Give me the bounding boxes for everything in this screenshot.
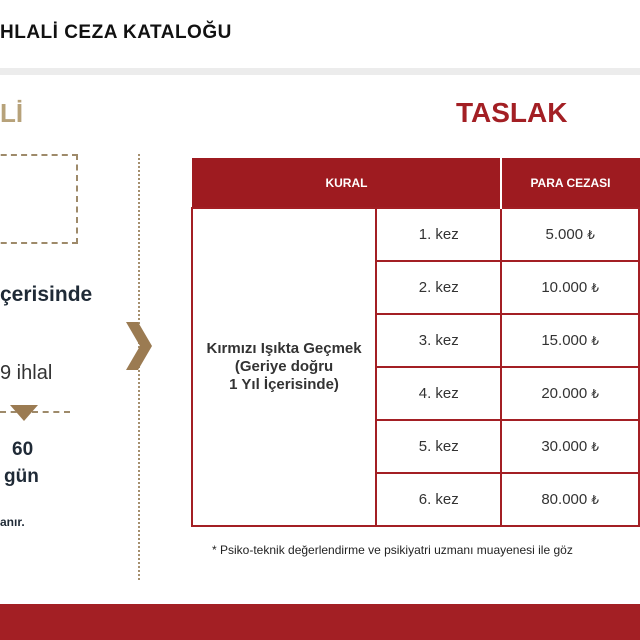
footnote: * Psiko-teknik değerlendirme ve psikiyatri uzmanı muayenesi ile göz [212,543,573,557]
header-divider [0,68,640,75]
lira-icon: ₺ [591,493,600,507]
count-cell: 5. kez [376,420,501,473]
left-panel-label: Lİ [0,98,24,128]
fine-table [191,158,640,527]
left-panel-heading: çerisinde [0,283,93,306]
bottom-band [0,604,640,640]
count-cell: 2. kez [376,261,501,314]
lira-icon: ₺ [591,281,600,295]
count-cell: 6. kez [376,473,501,526]
header-rule: KURAL [192,159,501,209]
left-panel-box [0,154,78,244]
fine-cell [501,208,639,261]
fine-amount: 20.000 [541,385,588,402]
rule-line: 1 Yıl İçerisinde) [229,376,339,393]
table-header-row [192,159,639,209]
rule-cell [192,208,376,526]
chevron-down-icon [10,405,38,421]
fine-amount: 80.000 [541,491,588,508]
fine-cell [501,367,639,420]
draft-title: TASLAK [456,97,568,128]
rule-line: (Geriye doğru [234,358,334,375]
rule-line: Kırmızı Işıkta Geçmek [206,340,362,357]
left-panel-days: gün [4,466,39,487]
fine-cell [501,420,639,473]
fine-amount: 10.000 [541,279,588,296]
lira-icon: ₺ [587,228,595,242]
left-panel-note: anır. [0,515,25,529]
left-panel-violation-text: 9 ihlal [0,362,53,384]
page-title: HLALİ CEZA KATALOĞU [0,22,232,43]
fine-cell [501,314,639,367]
lira-icon: ₺ [591,440,600,454]
chevron-right-icon [124,322,154,370]
left-panel-number: 60 [12,439,34,460]
fine-cell [501,261,639,314]
count-cell: 1. kez [376,208,501,261]
fine-cell [501,473,639,526]
lira-icon: ₺ [591,334,600,348]
fine-amount: 30.000 [541,438,588,455]
count-cell: 3. kez [376,314,501,367]
lira-icon: ₺ [591,387,600,401]
header-fine: PARA CEZASI [501,159,639,209]
fine-amount: 5.000 [545,226,584,243]
table-row [192,208,639,261]
count-cell: 4. kez [376,367,501,420]
fine-amount: 15.000 [541,332,588,349]
